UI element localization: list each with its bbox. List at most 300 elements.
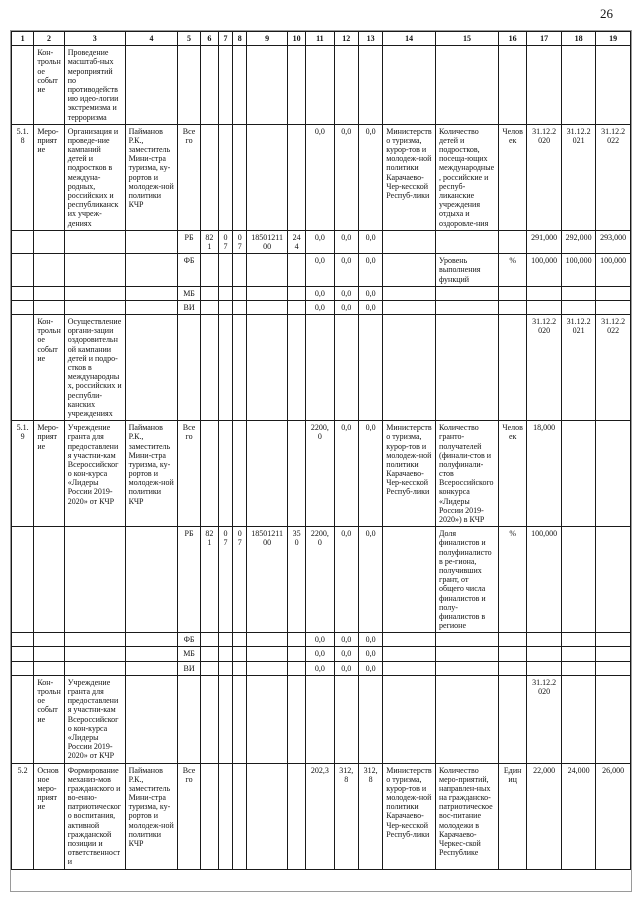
table-cell: Формирование механиз-мов гражданского и во-енно-патриотического воспитания, активной гражданской позиции и ответственности xyxy=(64,763,125,869)
table-cell xyxy=(34,230,64,253)
table-cell xyxy=(233,254,247,287)
column-number: 6 xyxy=(200,32,218,46)
table-cell xyxy=(596,421,631,527)
table-cell: ФБ xyxy=(178,254,200,287)
table-cell xyxy=(383,647,436,661)
table-cell xyxy=(436,300,499,314)
table-cell xyxy=(200,124,218,230)
table-cell: % xyxy=(498,527,526,633)
table-cell: Кон-трольное событие xyxy=(34,315,64,421)
table-cell: Человек xyxy=(498,421,526,527)
table-cell xyxy=(561,421,596,527)
table-cell: 0,0 xyxy=(358,421,382,527)
table-cell: 0,0 xyxy=(334,124,358,230)
table-cell xyxy=(125,230,178,253)
table-cell xyxy=(596,286,631,300)
table-cell: 100,000 xyxy=(561,254,596,287)
table-cell: 26,000 xyxy=(596,763,631,869)
table-cell: 0,0 xyxy=(334,527,358,633)
table-cell: 07 xyxy=(218,230,232,253)
table-cell xyxy=(498,675,526,763)
table-cell xyxy=(358,46,382,125)
table-cell: Уровень выполнения функций xyxy=(436,254,499,287)
column-number: 10 xyxy=(287,32,305,46)
table-cell xyxy=(34,661,64,675)
table-cell xyxy=(12,230,34,253)
table-row xyxy=(12,254,631,287)
table-cell xyxy=(383,300,436,314)
table-cell: 0,0 xyxy=(334,286,358,300)
table-row xyxy=(12,647,631,661)
table-cell: 31.12.2021 xyxy=(561,315,596,421)
table-cell: МБ xyxy=(178,286,200,300)
table-cell xyxy=(34,647,64,661)
column-number: 14 xyxy=(383,32,436,46)
table-cell xyxy=(596,675,631,763)
table-cell: 312,8 xyxy=(358,763,382,869)
table-cell xyxy=(12,315,34,421)
table-cell xyxy=(200,300,218,314)
table-cell xyxy=(596,661,631,675)
table-row xyxy=(12,124,631,230)
table-cell xyxy=(383,527,436,633)
table-cell xyxy=(12,661,34,675)
table-cell xyxy=(200,315,218,421)
table-cell xyxy=(561,675,596,763)
table-cell xyxy=(125,647,178,661)
table-cell xyxy=(247,124,288,230)
table-body xyxy=(12,46,631,869)
table-cell xyxy=(233,46,247,125)
table-cell: 18,000 xyxy=(527,421,562,527)
table-cell xyxy=(358,315,382,421)
column-number: 17 xyxy=(527,32,562,46)
table-cell: 2200,0 xyxy=(306,421,334,527)
table-cell xyxy=(64,661,125,675)
table-cell xyxy=(218,633,232,647)
table-cell xyxy=(596,633,631,647)
table-cell: 100,000 xyxy=(527,254,562,287)
table-cell xyxy=(436,647,499,661)
table-cell: 350 xyxy=(287,527,305,633)
table-cell xyxy=(498,633,526,647)
table-cell: Доля финалистов и полуфиналистов ре-гиона, получивших грант, от общего числа финалистов и полу-финалистов в регионе xyxy=(436,527,499,633)
table-cell xyxy=(561,661,596,675)
table-row xyxy=(12,315,631,421)
table-cell: 0,0 xyxy=(334,300,358,314)
table-cell xyxy=(233,763,247,869)
table-row xyxy=(12,527,631,633)
table-cell: 5.1.8 xyxy=(12,124,34,230)
table-cell: 0,0 xyxy=(358,286,382,300)
table-cell xyxy=(12,46,34,125)
table-cell xyxy=(498,46,526,125)
table-cell: РБ xyxy=(178,527,200,633)
table-cell: 0,0 xyxy=(306,661,334,675)
table-cell xyxy=(200,286,218,300)
table-cell: 0,0 xyxy=(306,254,334,287)
table-cell xyxy=(64,527,125,633)
table-cell xyxy=(200,647,218,661)
table-cell xyxy=(64,286,125,300)
table-cell xyxy=(287,763,305,869)
table-row xyxy=(12,230,631,253)
table-cell xyxy=(125,46,178,125)
table-cell xyxy=(436,230,499,253)
table-cell: 821 xyxy=(200,527,218,633)
table-row xyxy=(12,421,631,527)
column-number: 3 xyxy=(64,32,125,46)
table-cell: 291,000 xyxy=(527,230,562,253)
column-number: 7 xyxy=(218,32,232,46)
table-cell: 0,0 xyxy=(334,633,358,647)
table-cell xyxy=(64,647,125,661)
table-cell xyxy=(247,633,288,647)
table-cell: 24,000 xyxy=(561,763,596,869)
table-cell: 0,0 xyxy=(306,300,334,314)
table-cell xyxy=(498,647,526,661)
table-cell xyxy=(218,421,232,527)
table-cell xyxy=(436,661,499,675)
table-cell: Кон-трольное событие xyxy=(34,675,64,763)
table-cell xyxy=(247,421,288,527)
table-cell xyxy=(218,300,232,314)
table-cell xyxy=(561,527,596,633)
table-cell xyxy=(12,633,34,647)
table-cell xyxy=(561,286,596,300)
table-cell: % xyxy=(498,254,526,287)
table-cell xyxy=(334,46,358,125)
table-cell: 293,000 xyxy=(596,230,631,253)
table-cell xyxy=(306,675,334,763)
table-cell xyxy=(596,527,631,633)
table-cell: 1850121100 xyxy=(247,527,288,633)
column-number: 4 xyxy=(125,32,178,46)
table-cell xyxy=(218,254,232,287)
table-cell: 31.12.2020 xyxy=(527,675,562,763)
table-cell: ФБ xyxy=(178,633,200,647)
table-cell xyxy=(383,230,436,253)
table-cell xyxy=(527,633,562,647)
column-number: 5 xyxy=(178,32,200,46)
table-cell xyxy=(34,633,64,647)
table-cell xyxy=(596,300,631,314)
table-cell xyxy=(436,286,499,300)
table-cell xyxy=(233,421,247,527)
table-cell xyxy=(200,421,218,527)
column-number: 19 xyxy=(596,32,631,46)
table-cell xyxy=(218,286,232,300)
table-cell: Всего xyxy=(178,124,200,230)
table-cell xyxy=(218,315,232,421)
table-cell: РБ xyxy=(178,230,200,253)
table-cell: 0,0 xyxy=(334,254,358,287)
table-cell: 0,0 xyxy=(334,661,358,675)
column-number: 11 xyxy=(306,32,334,46)
table-cell: 0,0 xyxy=(358,300,382,314)
table-cell: Министерство туризма, курор-тов и молодеж-ной политики Карачаево-Чер-кесской Респуб-лики xyxy=(383,124,436,230)
table-frame xyxy=(10,30,632,892)
table-cell: 31.12.2020 xyxy=(527,315,562,421)
table-cell: 2200,0 xyxy=(306,527,334,633)
column-number: 12 xyxy=(334,32,358,46)
table-cell: 0,0 xyxy=(334,647,358,661)
table-cell xyxy=(64,230,125,253)
column-number: 1 xyxy=(12,32,34,46)
column-number: 16 xyxy=(498,32,526,46)
table-cell xyxy=(306,315,334,421)
table-cell xyxy=(233,647,247,661)
table-cell: 821 xyxy=(200,230,218,253)
table-cell: Осуществление органи-зации оздоровительной кампании детей и подро-стков в международных, российских и республи-канских учреждениях xyxy=(64,315,125,421)
table-cell xyxy=(64,633,125,647)
column-number: 15 xyxy=(436,32,499,46)
table-cell: 0,0 xyxy=(358,124,382,230)
table-cell: 0,0 xyxy=(358,647,382,661)
column-number: 2 xyxy=(34,32,64,46)
table-cell: 1850121100 xyxy=(247,230,288,253)
table-cell xyxy=(247,675,288,763)
table-cell xyxy=(200,254,218,287)
table-cell xyxy=(287,675,305,763)
table-cell xyxy=(34,286,64,300)
table-row xyxy=(12,300,631,314)
table-cell xyxy=(200,46,218,125)
table-cell: 100,000 xyxy=(527,527,562,633)
table-cell xyxy=(498,230,526,253)
table-cell xyxy=(125,675,178,763)
table-cell: 5.2 xyxy=(12,763,34,869)
table-cell xyxy=(218,46,232,125)
table-cell: 244 xyxy=(287,230,305,253)
table-cell: 0,0 xyxy=(358,254,382,287)
table-cell xyxy=(561,647,596,661)
table-cell xyxy=(247,46,288,125)
table-cell xyxy=(12,527,34,633)
table-cell xyxy=(287,300,305,314)
table-cell xyxy=(12,286,34,300)
table-cell: 5.1.9 xyxy=(12,421,34,527)
table-cell xyxy=(200,763,218,869)
table-cell xyxy=(247,300,288,314)
table-cell: ВИ xyxy=(178,661,200,675)
table-cell xyxy=(233,124,247,230)
table-cell xyxy=(64,254,125,287)
table-cell xyxy=(383,315,436,421)
table-cell: Количество меро-приятий, направлен-ных на гражданско-патриотическое вос-питание молодежи в Карачаево-Черкес-ской Республике xyxy=(436,763,499,869)
table-cell xyxy=(233,661,247,675)
table-cell: ВИ xyxy=(178,300,200,314)
table-cell xyxy=(218,763,232,869)
table-cell: 31.12.2022 xyxy=(596,124,631,230)
table-cell: 31.12.2022 xyxy=(596,315,631,421)
column-number: 8 xyxy=(233,32,247,46)
table-cell: Пайманов Р.К., заместитель Мини-стра туризма, ку-рортов и молодеж-ной политики КЧР xyxy=(125,124,178,230)
table-cell xyxy=(125,300,178,314)
table-cell xyxy=(233,675,247,763)
table-cell xyxy=(383,661,436,675)
table-cell xyxy=(287,421,305,527)
table-cell xyxy=(178,675,200,763)
table-cell: Количество гранто-получателей (финали-стов и полуфинали-стов Всероссийского конкурса «Лидеры России 2019-2020») в КЧР xyxy=(436,421,499,527)
table-cell: 202,3 xyxy=(306,763,334,869)
table-cell xyxy=(334,675,358,763)
table-cell xyxy=(12,300,34,314)
table-cell xyxy=(200,633,218,647)
table-cell xyxy=(287,46,305,125)
table-cell xyxy=(200,675,218,763)
table-cell xyxy=(561,300,596,314)
table-cell: 0,0 xyxy=(306,286,334,300)
table-cell xyxy=(125,254,178,287)
table-cell: Кон-трольное событие xyxy=(34,46,64,125)
table-cell xyxy=(436,633,499,647)
table-cell xyxy=(527,46,562,125)
table-cell xyxy=(12,254,34,287)
table-cell: Единиц xyxy=(498,763,526,869)
table-cell xyxy=(247,763,288,869)
table-cell xyxy=(233,315,247,421)
table-cell xyxy=(125,661,178,675)
table-cell xyxy=(12,675,34,763)
table-cell: Министерство туризма, курор-тов и молодеж-ной политики Карачаево-Чер-кесской Респуб-лики xyxy=(383,763,436,869)
table-cell: 0,0 xyxy=(358,230,382,253)
table-cell: 07 xyxy=(233,230,247,253)
table-cell: 0,0 xyxy=(358,661,382,675)
table-cell: 31.12.2020 xyxy=(527,124,562,230)
table-cell xyxy=(383,286,436,300)
table-row xyxy=(12,763,631,869)
table-cell: Меро-приятие xyxy=(34,421,64,527)
table-cell: 312,8 xyxy=(334,763,358,869)
table-row xyxy=(12,46,631,125)
table-cell xyxy=(34,527,64,633)
table-cell: 0,0 xyxy=(306,230,334,253)
table-cell xyxy=(247,647,288,661)
table-cell xyxy=(383,633,436,647)
table-cell: Меро-приятие xyxy=(34,124,64,230)
table-cell xyxy=(383,254,436,287)
table-cell xyxy=(125,286,178,300)
table-cell xyxy=(527,300,562,314)
table-cell: 07 xyxy=(233,527,247,633)
table-cell: 0,0 xyxy=(334,230,358,253)
table-cell xyxy=(436,675,499,763)
table-cell xyxy=(178,315,200,421)
table-cell xyxy=(233,286,247,300)
table-cell xyxy=(383,46,436,125)
column-number-row xyxy=(12,32,631,46)
table-cell xyxy=(358,675,382,763)
table-cell: Проведение масштаб-ных мероприятий по противодействию идео-логии экстремизма и терроризма xyxy=(64,46,125,125)
table-cell xyxy=(247,661,288,675)
table-cell: 0,0 xyxy=(306,633,334,647)
table-cell xyxy=(561,46,596,125)
table-cell xyxy=(12,647,34,661)
table-cell xyxy=(200,661,218,675)
table-cell xyxy=(383,675,436,763)
table-cell: Учреждение гранта для предоставления участни-кам Всероссийского кон-курса «Лидеры России 2019-2020» от КЧР xyxy=(64,421,125,527)
table-cell: 0,0 xyxy=(306,124,334,230)
column-number: 9 xyxy=(247,32,288,46)
table-cell: Учреждение гранта для предоставления участни-кам Всероссийского кон-курса «Лидеры России 2019-2020» от КЧР xyxy=(64,675,125,763)
table-cell: 0,0 xyxy=(358,527,382,633)
table-cell xyxy=(34,254,64,287)
table-cell xyxy=(436,46,499,125)
table-cell xyxy=(247,315,288,421)
table-cell xyxy=(218,124,232,230)
table-cell xyxy=(527,286,562,300)
table-cell: 22,000 xyxy=(527,763,562,869)
table-cell xyxy=(498,286,526,300)
table-cell xyxy=(596,46,631,125)
table-cell: 0,0 xyxy=(306,647,334,661)
table-cell xyxy=(596,647,631,661)
table-cell xyxy=(498,661,526,675)
page-number: 26 xyxy=(600,6,613,21)
table-cell xyxy=(247,254,288,287)
table-cell xyxy=(247,286,288,300)
table-cell xyxy=(334,315,358,421)
table-cell xyxy=(527,647,562,661)
table-cell: 0,0 xyxy=(358,633,382,647)
table-cell xyxy=(436,315,499,421)
table-cell xyxy=(498,300,526,314)
table-cell xyxy=(125,315,178,421)
table-cell: 07 xyxy=(218,527,232,633)
table-cell xyxy=(287,286,305,300)
table-row xyxy=(12,286,631,300)
table-row xyxy=(12,675,631,763)
table-cell xyxy=(218,647,232,661)
table-cell xyxy=(233,633,247,647)
table-cell: Основное меро-приятие xyxy=(34,763,64,869)
table-cell: 31.12.2021 xyxy=(561,124,596,230)
table-cell: МБ xyxy=(178,647,200,661)
table-cell: 0,0 xyxy=(334,421,358,527)
table-cell: Пайманов Р.К., заместитель Мини-стра туризма, ку-рортов и молодеж-ной политики КЧР xyxy=(125,421,178,527)
table-cell xyxy=(287,647,305,661)
table-cell xyxy=(561,633,596,647)
table-cell xyxy=(498,315,526,421)
table-cell: Количество детей и подростков, посеща-ющих международные, российские и респуб-ликанские учреждения отдыха и оздоровле-ния xyxy=(436,124,499,230)
table-cell: 292,000 xyxy=(561,230,596,253)
program-table xyxy=(11,31,631,870)
table-cell xyxy=(306,46,334,125)
table-cell: Организация и проведе-ние кампаний детей и подростков в междуна-родных, российских и республиканских учреж-дениях xyxy=(64,124,125,230)
table-cell xyxy=(125,527,178,633)
table-cell xyxy=(218,675,232,763)
table-row xyxy=(12,633,631,647)
table-cell xyxy=(287,315,305,421)
table-cell xyxy=(527,661,562,675)
table-cell xyxy=(287,124,305,230)
table-cell xyxy=(287,254,305,287)
table-row xyxy=(12,661,631,675)
column-number: 18 xyxy=(561,32,596,46)
table-cell xyxy=(218,661,232,675)
column-number: 13 xyxy=(358,32,382,46)
table-cell xyxy=(178,46,200,125)
table-cell: Человек xyxy=(498,124,526,230)
table-cell: 100,000 xyxy=(596,254,631,287)
table-cell: Всего xyxy=(178,421,200,527)
table-cell xyxy=(287,633,305,647)
table-cell xyxy=(125,633,178,647)
table-cell: Министерство туризма, курор-тов и молодеж-ной политики Карачаево-Чер-кесской Респуб-лики xyxy=(383,421,436,527)
table-cell xyxy=(64,300,125,314)
table-cell xyxy=(287,661,305,675)
